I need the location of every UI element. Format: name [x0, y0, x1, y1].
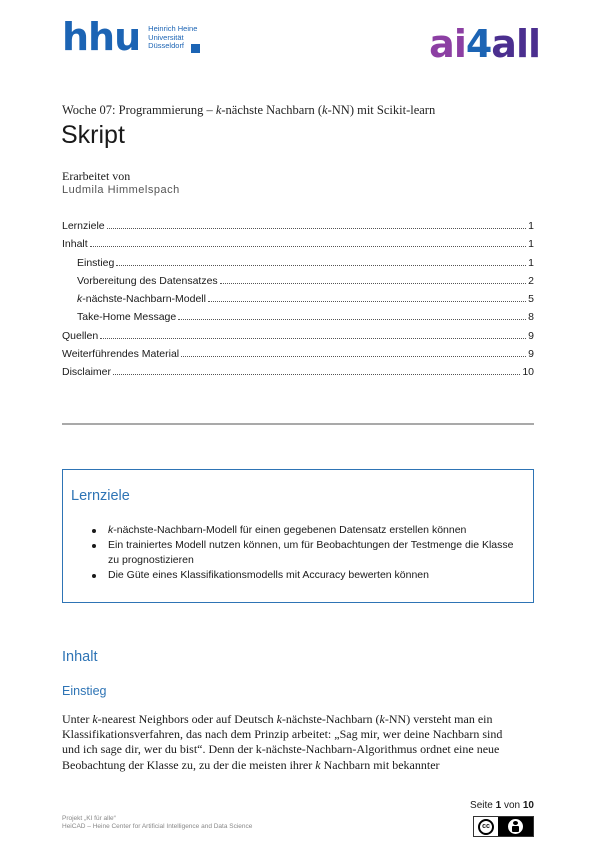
footer-line-1: Projekt „KI für alle“	[62, 815, 116, 822]
toc-item-inhalt[interactable]	[62, 238, 534, 256]
toc-label: Lernziele	[62, 220, 105, 232]
toc-label: Disclaimer	[62, 366, 112, 379]
section-heading-inhalt: Inhalt	[62, 649, 98, 665]
paragraph-line	[62, 758, 534, 773]
section-divider	[62, 423, 534, 425]
toc-item-einstieg[interactable]	[62, 257, 534, 275]
toc-page-number: 8	[528, 311, 534, 324]
author-label: Erarbeitet von	[62, 169, 131, 183]
toc-item-material[interactable]	[62, 348, 534, 366]
toc-item-knn-modell[interactable]	[62, 293, 534, 311]
toc-page-number: 10	[522, 366, 534, 379]
hhu-logo	[62, 15, 198, 59]
toc-label	[77, 293, 206, 305]
text-run: Unter	[62, 712, 93, 726]
paragraph-line: Klassifikationsverfahren, das nach dem Prinzip arbeitet: „Sag mir, wer deine Nachbarn sind	[62, 727, 503, 742]
goal-text: Ein trainiertes Modell nutzen können, um für Beobachtungen der Testmenge die Klasse zu prognostizieren	[108, 539, 514, 566]
text-run-k: k	[379, 712, 385, 726]
footer-line-2: HeiCAD – Heine Center for Artificial Intelligence and Data Science	[62, 823, 253, 830]
hhu-line-3: Düsseldorf	[148, 41, 185, 50]
toc-item-lernziele[interactable]	[62, 220, 534, 238]
text-run: -nearest Neighbors oder auf Deutsch	[97, 712, 277, 726]
toc-page-number: 1	[528, 238, 534, 251]
list-item	[90, 568, 520, 583]
toc-page-number: 1	[528, 256, 534, 269]
goal-k: k	[108, 524, 114, 536]
subtitle-k2: k	[322, 103, 328, 117]
subsection-heading-einstieg: Einstieg	[62, 684, 107, 698]
toc-label-k: k	[77, 293, 83, 306]
text-run-k: k	[276, 712, 282, 726]
toc-label: Weiterführendes Material	[62, 348, 180, 361]
by-person-icon	[508, 819, 523, 834]
toc-page-number: 9	[528, 348, 534, 361]
document-subtitle	[62, 103, 435, 118]
cc-icon: cc	[478, 819, 494, 835]
footer-project-info	[62, 815, 252, 831]
toc-item-take-home[interactable]	[62, 311, 534, 329]
text-run: -NN) versteht man ein	[384, 712, 493, 726]
ai4all-logo	[429, 24, 540, 64]
toc-label-rest: -nächste-Nachbarn-Modell	[82, 293, 206, 306]
table-of-contents	[62, 220, 534, 385]
cc-icon-wrap	[474, 817, 498, 836]
text-run: Nachbarn mit bekannter	[320, 757, 440, 772]
page-current: 1	[495, 800, 502, 811]
page-total: 10	[522, 800, 534, 811]
toc-label: Vorbereitung des Datensatzes	[77, 274, 218, 287]
hhu-line-2: Universität	[148, 32, 184, 42]
hhu-logo-mark: hhu	[62, 15, 141, 59]
ai4all-logo-4: 4	[465, 22, 492, 66]
goal-text: Die Güte eines Klassifikationsmodells mit Accuracy bewerten können	[108, 569, 429, 581]
author-name: Ludmila Himmelspach	[62, 184, 180, 196]
by-icon-wrap	[498, 817, 533, 836]
toc-leader-dots	[116, 265, 526, 266]
toc-leader-dots	[90, 246, 526, 247]
hhu-logo-text	[148, 25, 197, 51]
toc-leader-dots	[181, 356, 526, 357]
cc-by-license-icon	[473, 816, 534, 837]
paragraph-line	[62, 712, 534, 727]
toc-leader-dots	[107, 228, 527, 229]
toc-label: Take-Home Message	[77, 311, 177, 324]
learning-goals-list	[90, 523, 520, 583]
page-number	[470, 800, 534, 811]
subtitle-mid: -nächste Nachbarn (	[221, 103, 323, 117]
toc-leader-dots	[178, 319, 526, 320]
paragraph-line: und ich sage dir, wer du bist“. Denn der k-nächste-Nachbarn-Algorithmus ordnet eine neue	[62, 742, 500, 757]
text-run: Beobachtung der Klasse zu, zu der die meisten ihrer	[62, 757, 316, 772]
toc-item-disclaimer[interactable]	[62, 366, 534, 384]
toc-leader-dots	[208, 301, 526, 302]
page-mid: von	[501, 800, 523, 811]
toc-page-number: 2	[528, 274, 534, 287]
hhu-line-1: Heinrich Heine	[148, 24, 198, 33]
list-item	[90, 538, 520, 568]
toc-page-number: 5	[528, 293, 534, 306]
text-run-k: k	[315, 757, 321, 772]
toc-leader-dots	[220, 283, 526, 284]
toc-page-number: 9	[528, 329, 534, 342]
toc-page-number: 1	[528, 220, 534, 232]
page-prefix: Seite	[470, 800, 496, 811]
toc-item-quellen[interactable]	[62, 330, 534, 348]
subtitle-suffix: -NN) mit Scikit-learn	[327, 103, 436, 117]
text-run-k: k	[92, 712, 98, 726]
intro-paragraph	[62, 712, 534, 773]
subtitle-k: k	[215, 103, 222, 117]
toc-leader-dots	[100, 338, 526, 339]
list-item	[90, 523, 520, 538]
hhu-square-icon	[191, 44, 200, 53]
subtitle-prefix: Woche 07: Programmierung –	[62, 103, 216, 117]
ai4all-logo-ai: ai	[429, 22, 466, 66]
learning-goals-box	[62, 469, 534, 603]
toc-item-vorbereitung[interactable]	[62, 275, 534, 293]
text-run: -nächste-Nachbarn (	[281, 712, 380, 726]
toc-leader-dots	[113, 374, 520, 375]
ai4all-logo-all: all	[491, 22, 540, 66]
document-title: Skript	[61, 121, 125, 149]
toc-label: Inhalt	[62, 238, 88, 251]
toc-label: Quellen	[62, 329, 99, 342]
toc-label: Einstieg	[77, 256, 115, 269]
goal-text: -nächste-Nachbarn-Modell für einen gegebenen Datensatz erstellen können	[113, 524, 467, 536]
learning-goals-title: Lernziele	[71, 488, 130, 504]
